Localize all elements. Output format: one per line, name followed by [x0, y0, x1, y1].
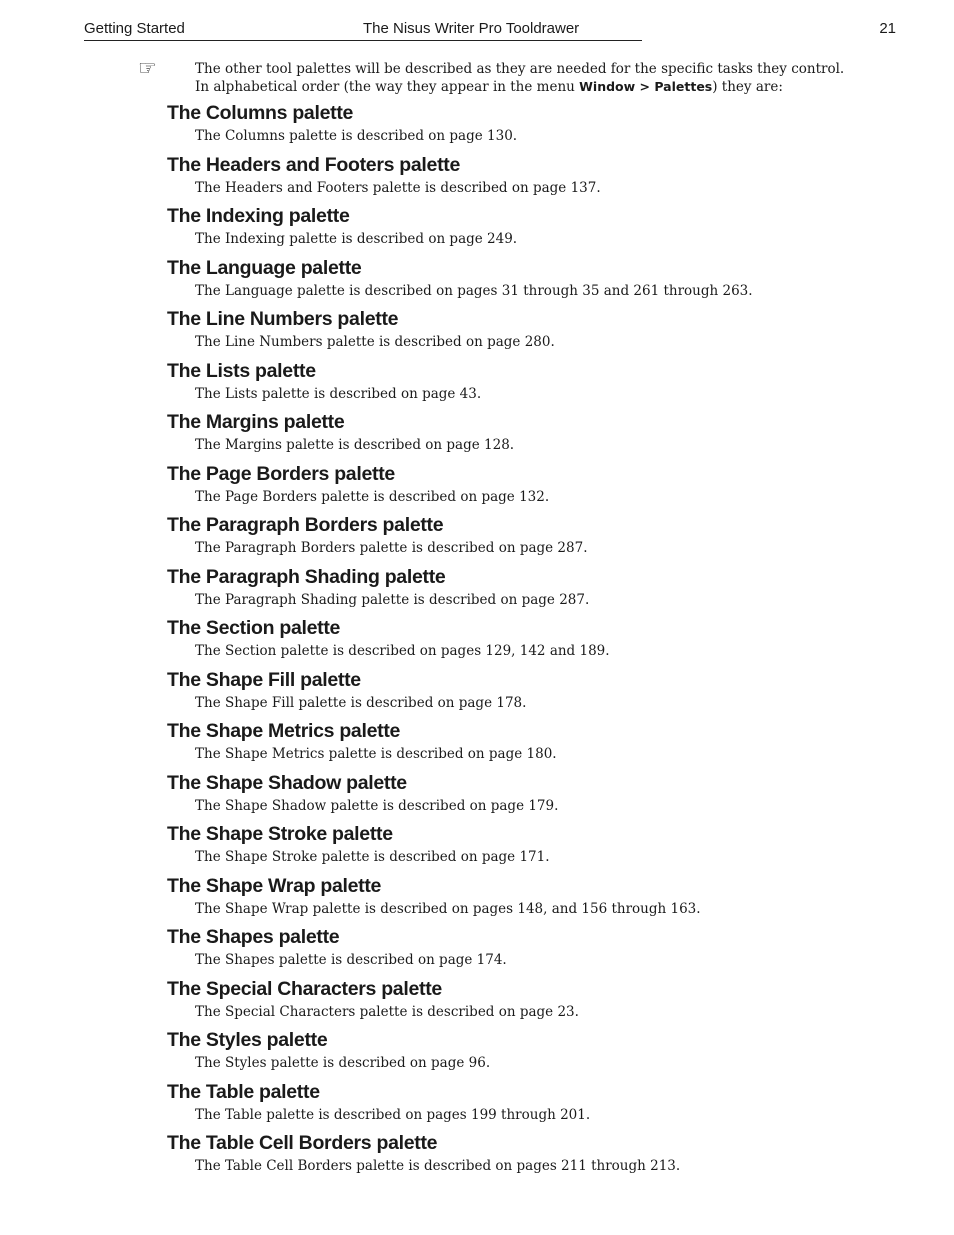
palette-section [167, 925, 867, 977]
palette-section [167, 1131, 867, 1183]
palette-section [167, 874, 867, 926]
palette-section [167, 616, 867, 668]
section-description: The Styles palette is described on page 96. [195, 1055, 491, 1071]
header-rule [84, 40, 642, 41]
palette-section [167, 462, 867, 514]
intro-text-before: The other tool palettes will be described as they are needed for the specific tasks they control. In alphabetical order (the way they appear in the menu [195, 61, 845, 95]
palette-section [167, 977, 867, 1029]
section-description: The Headers and Footers palette is described on page 137. [195, 179, 601, 196]
palette-section [167, 565, 867, 617]
section-heading: The Shape Wrap palette [167, 874, 382, 897]
running-header [84, 20, 896, 42]
section-heading: The Language palette [167, 256, 362, 279]
palette-section [167, 101, 867, 153]
palette-section [167, 513, 867, 565]
palette-section [167, 359, 867, 411]
section-description: The Columns palette is described on page 130. [195, 128, 518, 144]
intro-text [195, 61, 858, 96]
palette-section [167, 204, 867, 256]
palette-list [167, 101, 867, 1183]
section-description: The Page Borders palette is described on page 132. [195, 488, 550, 505]
section-heading: The Lists palette [167, 359, 316, 382]
section-heading: The Styles palette [167, 1029, 328, 1051]
section-heading: The Indexing palette [167, 205, 350, 227]
palette-section [167, 153, 867, 205]
section-description: The Shape Stroke palette is described on page 171. [195, 849, 550, 865]
palette-section [167, 410, 867, 462]
section-heading: The Columns palette [167, 102, 354, 124]
page-number: 21 [879, 20, 896, 37]
header-section-name: Getting Started [84, 20, 185, 37]
section-description: The Special Characters palette is described on page 23. [195, 1003, 579, 1020]
intro-text-after: ) they are: [712, 79, 783, 95]
section-heading: The Paragraph Borders palette [167, 514, 444, 536]
section-description: The Shape Wrap palette is described on pages 148, and 156 through 163. [195, 900, 701, 917]
palette-section [167, 668, 867, 720]
palette-section [167, 822, 867, 874]
section-heading: The Shape Fill palette [167, 668, 361, 691]
section-description: The Table palette is described on pages 199 through 201. [195, 1106, 591, 1123]
section-description: The Shape Fill palette is described on page 178. [195, 694, 527, 711]
section-heading: The Paragraph Shading palette [167, 565, 446, 588]
palette-section [167, 1028, 867, 1080]
menu-path: Window > Palettes [579, 79, 713, 94]
section-heading: The Shapes palette [167, 926, 340, 948]
section-description: The Language palette is described on pages 31 through 35 and 261 through 263. [195, 282, 753, 299]
section-description: The Indexing palette is described on page 249. [195, 231, 518, 247]
section-heading: The Special Characters palette [167, 977, 442, 1000]
section-description: The Line Numbers palette is described on page 280. [195, 334, 555, 350]
palette-section [167, 719, 867, 771]
section-description: The Shapes palette is described on page 174. [195, 952, 507, 968]
section-description: The Shape Shadow palette is described on page 179. [195, 797, 559, 814]
section-description: The Table Cell Borders palette is described on pages 211 through 213. [195, 1158, 681, 1174]
palette-section [167, 771, 867, 823]
section-heading: The Margins palette [167, 411, 345, 433]
pointing-hand-icon: ☞ [138, 56, 157, 80]
section-description: The Paragraph Shading palette is described on page 287. [195, 591, 590, 608]
palette-section [167, 307, 867, 359]
section-description: The Shape Metrics palette is described on page 180. [195, 746, 557, 762]
section-heading: The Shape Shadow palette [167, 771, 407, 794]
palette-section [167, 256, 867, 308]
intro-note [138, 56, 858, 96]
section-heading: The Section palette [167, 617, 341, 639]
section-heading: The Page Borders palette [167, 462, 395, 485]
section-heading: The Shape Metrics palette [167, 720, 401, 742]
section-heading: The Shape Stroke palette [167, 823, 393, 845]
section-description: The Margins palette is described on page 128. [195, 437, 515, 453]
header-book-title: The Nisus Writer Pro Tooldrawer [363, 20, 580, 37]
section-heading: The Headers and Footers palette [167, 153, 461, 176]
section-heading: The Table Cell Borders palette [167, 1132, 438, 1154]
section-description: The Section palette is described on pages 129, 142 and 189. [195, 643, 610, 659]
palette-section [167, 1080, 867, 1132]
section-description: The Paragraph Borders palette is described on page 287. [195, 540, 588, 556]
section-description: The Lists palette is described on page 43. [195, 385, 482, 402]
section-heading: The Line Numbers palette [167, 308, 399, 330]
section-heading: The Table palette [167, 1080, 320, 1103]
